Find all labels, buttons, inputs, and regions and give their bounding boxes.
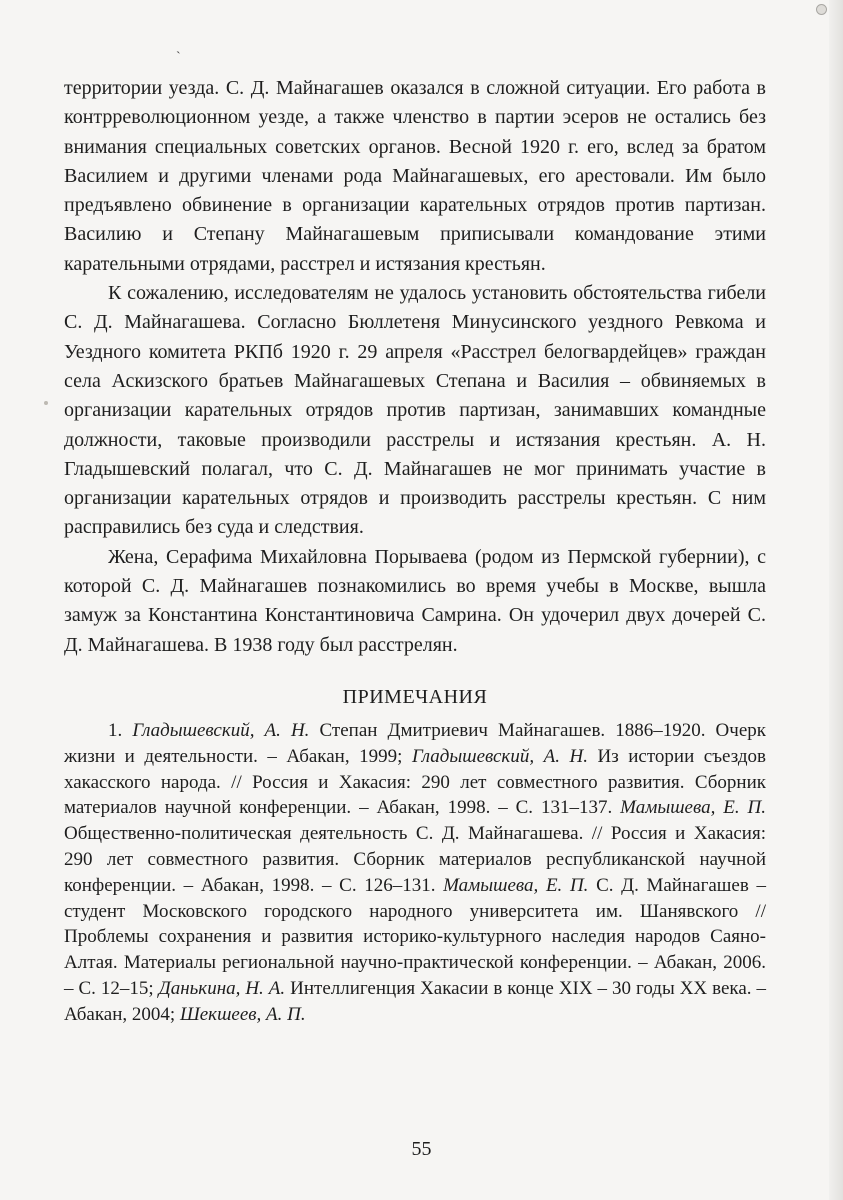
note-text: Общественно-политическая деятельность С. Д. Майнагашева. // Россия и Хакасия: 290 лет совместного развития. Сборник материалов республиканской научной конференции. – Абакан, 1998. – С. 126–131. xyxy=(64,823,766,896)
note-author: Шекшеев, А. П. xyxy=(179,1003,306,1025)
page-content xyxy=(64,74,766,1028)
paragraph-2: К сожалению, исследователям не удалось установить обстоятельства гибели С. Д. Майнагашева. Согласно Бюллетеня Минусинского уездного Ревкома и Уездного комитета РКПб 1920 г. 29 апреля «Расстрел белогвардейцев» граждан села Аскизского братьев Майнагашевых Степана и Василия – обвиняемых в организации карательных отрядов против партизан, занимавших командные должности, таковые производили расстрелы и истязания крестьян. А. Н. Гладышевский полагал, что С. Д. Майнагашев не мог принимать участие в организации карательных отрядов и производить расстрелы крестьян. С ним расправились без суда и следствия. xyxy=(64,282,766,539)
scratch-mark-icon: ˋ xyxy=(176,50,181,65)
page-edge-shadow xyxy=(829,0,843,1200)
note-author: Гладышевский, А. Н. xyxy=(411,745,588,767)
note-text: Интеллигенция Хакасии в конце XIX – 30 годы XX века. – Абакан, 2004; xyxy=(64,977,767,1025)
note-author: Гладышевский, А. Н. xyxy=(132,719,310,741)
note-author: Мамышева, Е. П. xyxy=(620,797,766,819)
note-author: Мамышева, Е. П. xyxy=(443,874,589,896)
corner-mark-icon xyxy=(816,4,827,15)
note-text: Степан Дмитриевич Майнагашев. 1886–1920. Очерк жизни и деятельности. – Абакан, 1999; xyxy=(64,719,766,767)
note-text: Из истории съездов хакасского народа. // Россия и Хакасия: 290 лет совместного развития. Сборник материалов научной конференции. – Абакан, 1998. – С. 131–137. xyxy=(64,745,766,819)
note-number: 1. xyxy=(108,719,123,741)
paragraph-3: Жена, Серафима Михайловна Порываева (родом из Пермской губернии), с которой С. Д. Майнагашев познакомились во время учебы в Москве, вышла замуж за Константина Константиновича Самрина. Он удочерил двух дочерей С. Д. Майнагашева. В 1938 году был расстрелян. xyxy=(64,545,766,656)
note-text: С. Д. Майнагашев – студент Московского городского народного университета им. Шанявского // Проблемы сохранения и развития историко-культурного наследия народов Саяно-Алтая. Материалы региональной научно-практической конференции. – Абакан, 2006. – С. 12–15; xyxy=(64,874,766,999)
paragraph-1: территории уезда. С. Д. Майнагашев оказался в сложной ситуации. Его работа в контрреволюционном уезде, а также членство в партии эсеров не остались без внимания специальных советских органов. Весной 1920 г. его, вслед за братом Василием и другими членами рода Майнагашевых, его арестовали. Им было предъявлено обвинение в организации карательных отрядов против партизан. Василию и Степану Майнагашевым приписывали командование этими карательными отрядами, расстрел и истязания крестьян. xyxy=(64,77,766,275)
paper-speck xyxy=(44,401,48,405)
notes-heading: ПРИМЕЧАНИЯ xyxy=(342,685,488,708)
page-number: 55 xyxy=(411,1138,432,1160)
note-author: Данькина, Н. А. xyxy=(158,977,286,999)
note-1 xyxy=(64,718,766,1028)
